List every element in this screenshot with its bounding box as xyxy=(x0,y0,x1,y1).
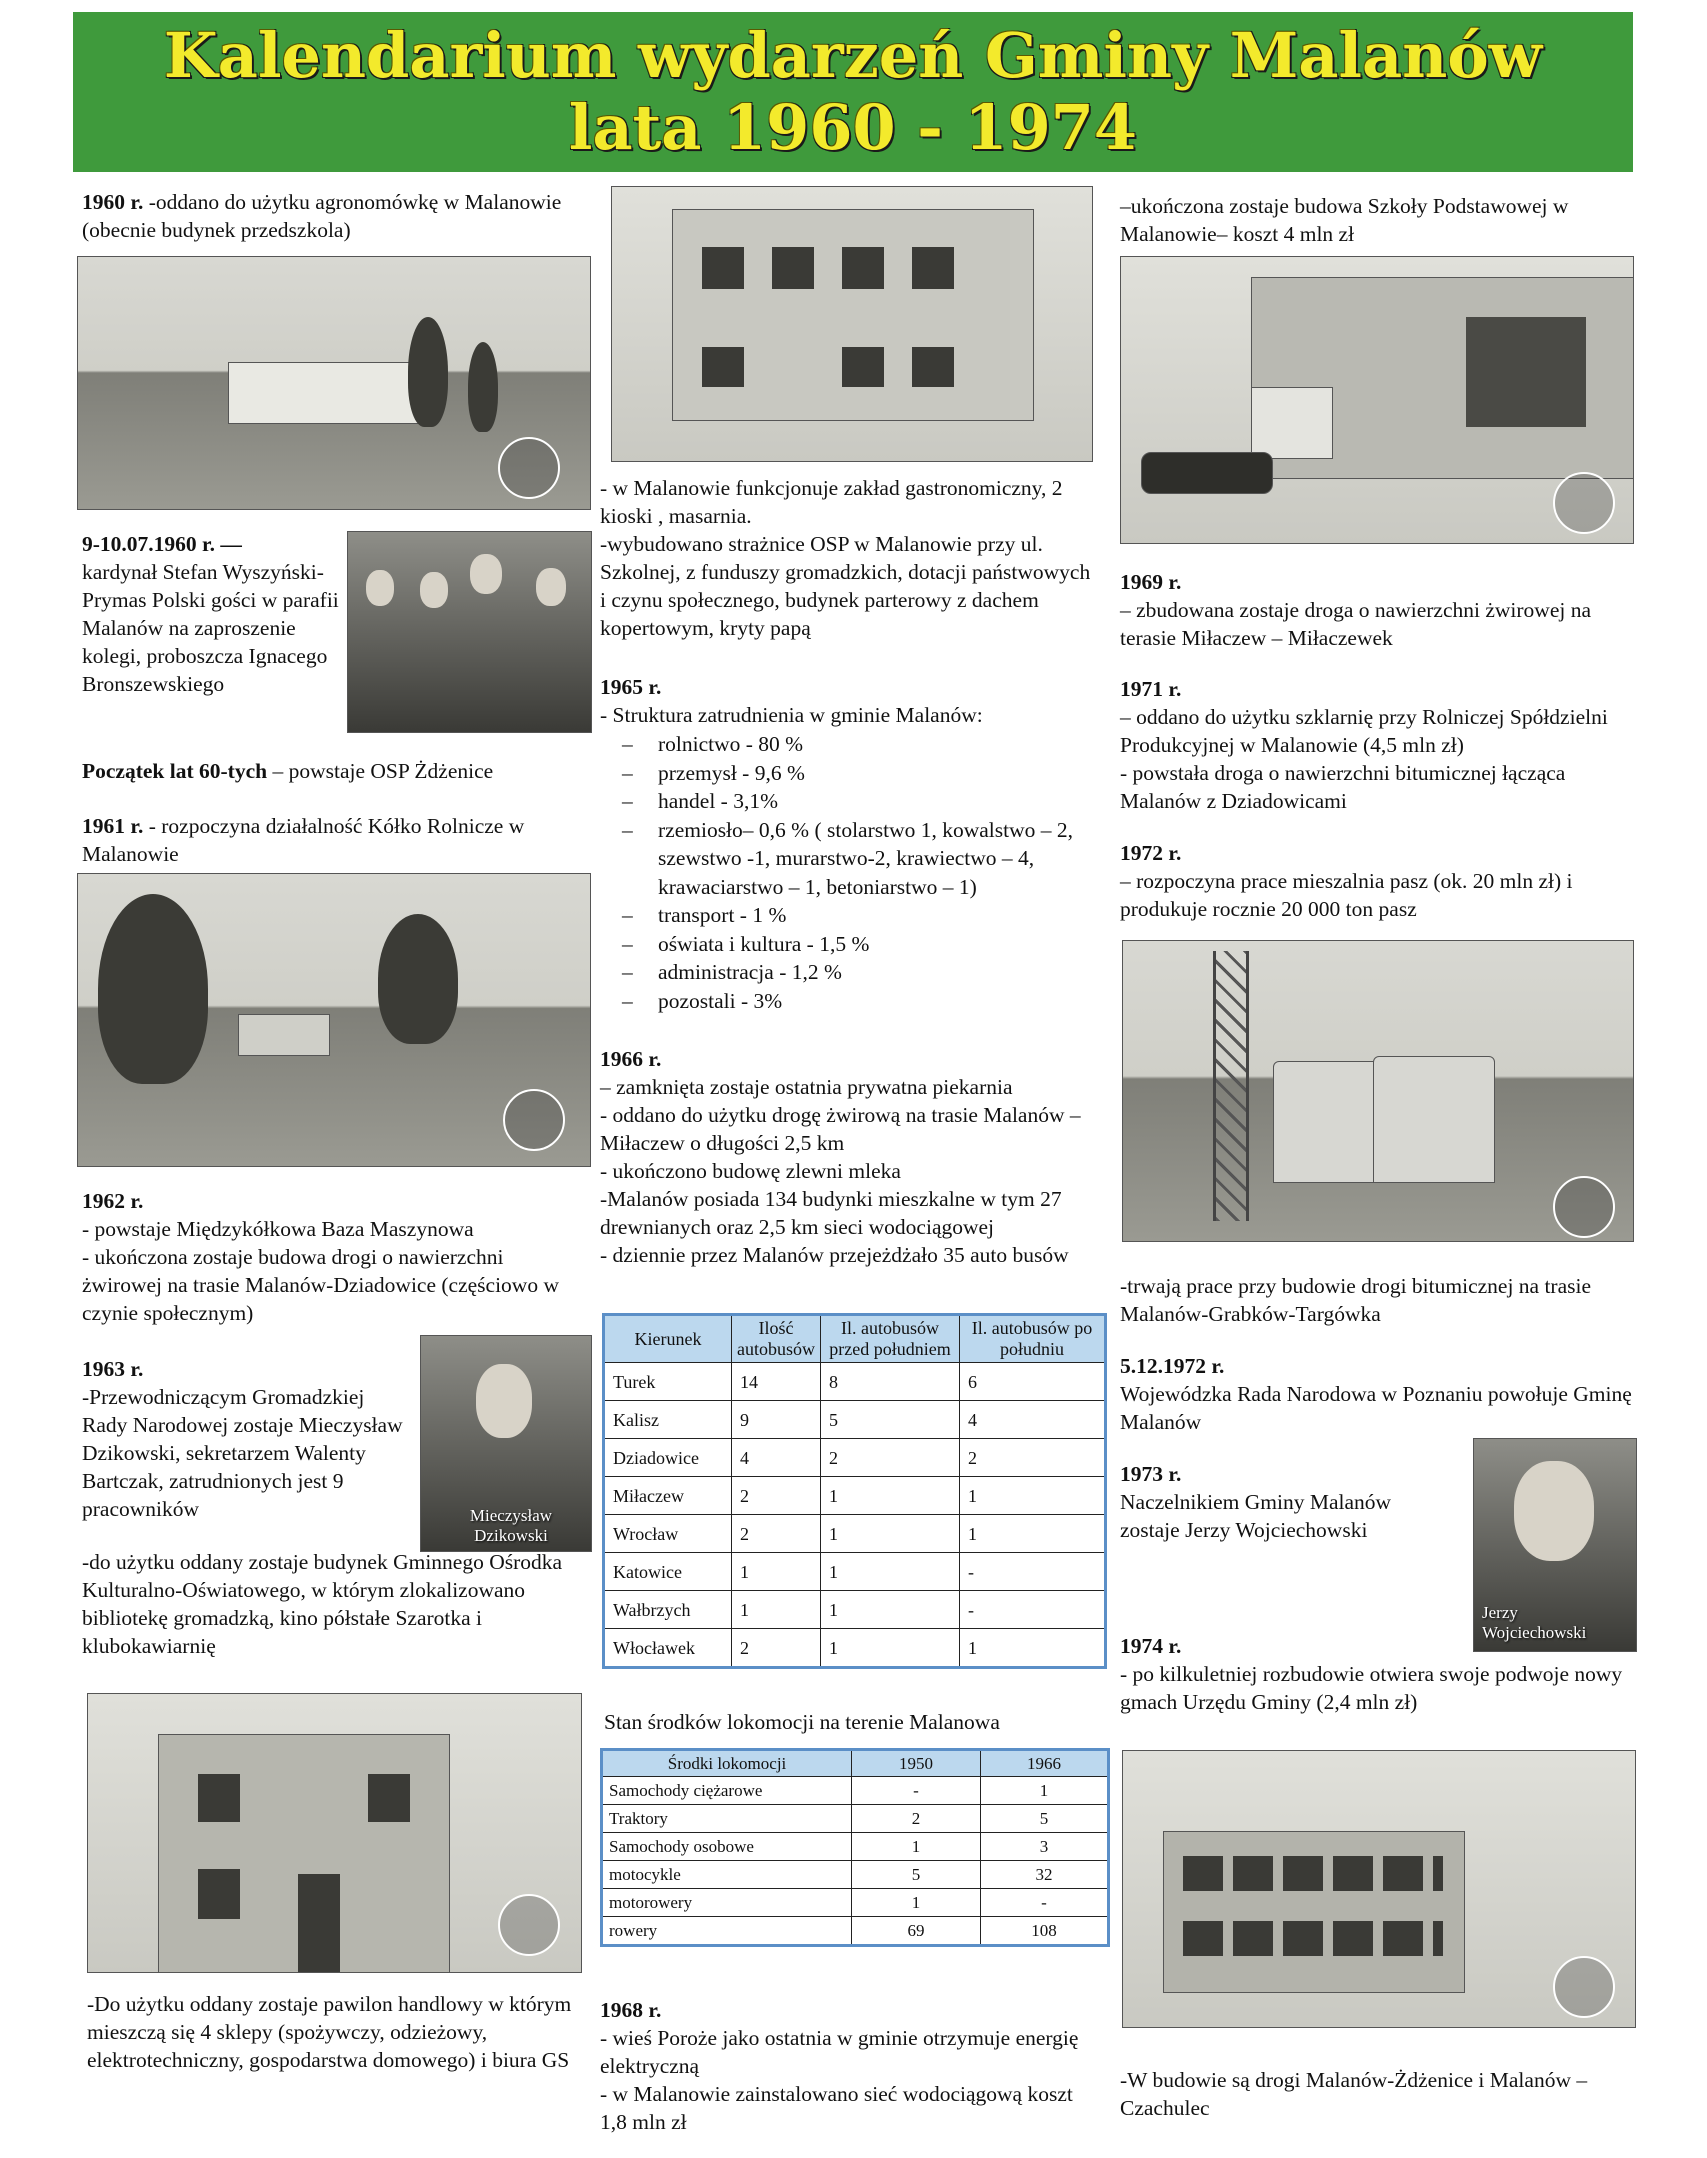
table-cell: Katowice xyxy=(604,1553,732,1591)
list-item: – administracja - 1,2 % xyxy=(622,960,842,984)
table-cell: 3 xyxy=(981,1833,1109,1861)
event-gastro-osp xyxy=(600,474,1100,642)
table-row xyxy=(604,1477,1106,1515)
event-1968 xyxy=(600,1996,1100,2136)
table-cell: Samochody osobowe xyxy=(602,1833,852,1861)
event-school xyxy=(1120,192,1640,248)
event-text: Wojewódzka Rada Narodowa w Poznaniu powołuje Gminę Malanów xyxy=(1120,1382,1632,1434)
table-cell: 9 xyxy=(732,1401,821,1439)
table-cell: 2 xyxy=(852,1805,981,1833)
event-text: kardynał Stefan Wyszyński-Prymas Polski gości w parafii Malanów na zaproszenie kolegi, proboszcza Ignacego Bronszewskiego xyxy=(82,560,339,696)
event-text: – powstaje OSP Żdżenice xyxy=(267,759,494,783)
event-text: –ukończona zostaje budowa Szkoły Podstawowej w Malanowie– koszt 4 mln zł xyxy=(1120,194,1569,246)
table-row xyxy=(602,1833,1109,1861)
archive-stamp-icon xyxy=(498,437,560,499)
event-text: – zbudowana zostaje droga o nawierzchni żwirowej na terasie Miłaczew – Miłaczewek xyxy=(1120,598,1592,650)
table-cell: 1 xyxy=(981,1777,1109,1805)
list-item: – pozostali - 3% xyxy=(622,988,783,1013)
table-row xyxy=(604,1591,1106,1629)
event-1966 xyxy=(600,1045,1100,1269)
table-cell: 1 xyxy=(960,1515,1106,1553)
table-cell: motorowery xyxy=(602,1889,852,1917)
title-banner xyxy=(73,12,1633,172)
event-text: - wieś Poroże jako ostatnia w gminie otrzymuje energię elektryczną - w Malanowie zainstalowano sieć wodociągową koszt 1,8 mln zł xyxy=(600,2026,1079,2134)
year-label: 1974 r. xyxy=(1120,1634,1182,1658)
archive-stamp-icon xyxy=(1553,472,1615,534)
table-cell: 5 xyxy=(852,1861,981,1889)
table-cell: 5 xyxy=(981,1805,1109,1833)
column-header: Ilość autobusów xyxy=(732,1315,821,1363)
photo-wojciechowski xyxy=(1473,1438,1637,1652)
event-text: Naczelnikiem Gminy Malanów zostaje Jerzy Wojciechowski xyxy=(1120,1490,1392,1542)
event-text: -do użytku oddany zostaje budynek Gminnego Ośrodka Kulturalno-Oświatowego, w którym zlokalizowano bibliotekę gromadzką, kino półstałe Szarotka i klubokawiarnię xyxy=(82,1550,563,1658)
event-pawilon xyxy=(87,1990,587,2074)
archive-stamp-icon xyxy=(1553,1956,1615,2018)
year-label: 9-10.07.1960 r. — xyxy=(82,532,242,556)
event-text: -trwają prace przy budowie drogi bitumicznej na trasie Malanów-Grabków-Targówka xyxy=(1120,1274,1592,1326)
table-cell: rowery xyxy=(602,1917,852,1946)
page-title: Kalendarium wydarzeń Gminy Malanów xyxy=(163,19,1543,92)
column-header: Il. autobusów po południu xyxy=(960,1315,1106,1363)
event-1963-gok xyxy=(82,1548,587,1660)
table-cell: 1 xyxy=(821,1591,960,1629)
year-label: 1968 r. xyxy=(600,1998,662,2022)
list-item: – przemysł - 9,6 % xyxy=(622,760,805,785)
table-cell: 2 xyxy=(960,1439,1106,1477)
table-cell: Traktory xyxy=(602,1805,852,1833)
table-cell: 2 xyxy=(732,1477,821,1515)
photo-agronomowka xyxy=(77,256,591,510)
year-label: 1965 r. xyxy=(600,675,662,699)
year-label: 1971 r. xyxy=(1120,677,1182,701)
portrait-caption: Jerzy Wojciechowski xyxy=(1482,1603,1587,1642)
year-label: 5.12.1972 r. xyxy=(1120,1354,1225,1378)
table-cell: 1 xyxy=(960,1629,1106,1668)
table-row xyxy=(602,1917,1109,1946)
table-cell: 1 xyxy=(732,1591,821,1629)
event-1972-wrn xyxy=(1120,1352,1640,1436)
year-label: 1969 r. xyxy=(1120,570,1182,594)
photo-pawilon xyxy=(87,1693,582,1973)
event-text: – zamknięta zostaje ostatnia prywatna piekarnia - oddano do użytku drogę żwirową na trasie Malanów – Miłaczew o długości 2,5 km - ukończono budowę zlewni mleka -Malanów posiada 134 budynki mieszkalne w tym 27 drewnianych oraz 2,5 km sieci wodociągowej - dziennie przez Malanów przejeżdżało 35 auto busów xyxy=(600,1075,1081,1267)
page-subtitle: lata 1960 - 1974 xyxy=(568,91,1138,164)
table-row xyxy=(604,1439,1106,1477)
year-label: 1961 r. xyxy=(82,814,144,838)
event-1961 xyxy=(82,812,587,868)
transport-table xyxy=(600,1748,1110,1947)
table-cell: - xyxy=(852,1777,981,1805)
event-text: - Struktura zatrudnienia w gminie Malanów: xyxy=(600,703,983,727)
table-cell: - xyxy=(960,1591,1106,1629)
table-cell: Miłaczew xyxy=(604,1477,732,1515)
table-cell: 4 xyxy=(960,1401,1106,1439)
table-cell: 1 xyxy=(821,1629,960,1668)
portrait-caption: Mieczysław Dzikowski xyxy=(469,1506,553,1545)
year-label: 1962 r. xyxy=(82,1189,144,1213)
table-cell: Samochody ciężarowe xyxy=(602,1777,852,1805)
table-cell: Włocławek xyxy=(604,1629,732,1668)
event-text: -oddano do użytku agronomówkę w Malanowie (obecnie budynek przedszkola) xyxy=(82,190,562,242)
archive-stamp-icon xyxy=(498,1894,560,1956)
table-row xyxy=(602,1889,1109,1917)
year-label: 1966 r. xyxy=(600,1047,662,1071)
column-header: Il. autobusów przed południem xyxy=(821,1315,960,1363)
year-label: 1960 r. xyxy=(82,190,144,214)
list-item: – rolnictwo - 80 % xyxy=(622,732,804,756)
table-cell: Wałbrzych xyxy=(604,1591,732,1629)
list-item: – rzemiosło– 0,6 % ( stolarstwo 1, kowalstwo – 2, szewstwo -1, murarstwo-2, krawiectwo – 4, krawaciarstwo – 1, betoniarstwo – 1) xyxy=(622,817,1074,899)
event-1969 xyxy=(1120,568,1640,652)
event-text: – rozpoczyna prace mieszalnia pasz (ok. 20 mln zł) i produkuje rocznie 20 000 ton pasz xyxy=(1120,869,1573,921)
event-1963 xyxy=(82,1355,414,1523)
table-row xyxy=(604,1363,1106,1401)
event-1974 xyxy=(1120,1632,1640,1716)
year-label: Początek lat 60-tych xyxy=(82,759,268,783)
table-cell: 8 xyxy=(821,1363,960,1401)
event-text: - w Malanowie funkcjonuje zakład gastronomiczny, 2 kioski , masarnia. -wybudowano strażnice OSP w Malanowie przy ul. Szkolnej, z funduszy gromadzkich, dotacji państwowych i czynu społecznego, budynek parterowy z dachem kopertowym, kryty papą xyxy=(600,476,1091,640)
photo-clergy-group xyxy=(347,531,592,733)
table-cell: motocykle xyxy=(602,1861,852,1889)
event-text: - powstaje Międzykółkowa Baza Maszynowa - ukończona zostaje budowa drogi o nawierzchni żwirowej na trasie Malanów-Dziadowice (częściowo w czynie społecznym) xyxy=(82,1217,559,1325)
table-cell: Turek xyxy=(604,1363,732,1401)
event-1962 xyxy=(82,1187,587,1327)
event-1972 xyxy=(1120,839,1640,923)
event-text: -Przewodniczącym Gromadzkiej Rady Narodowej zostaje Mieczysław Dzikowski, sekretarzem Walenty Bartczak, zatrudnionych jest 9 pracowników xyxy=(82,1385,403,1521)
event-text: -Do użytku oddany zostaje pawilon handlowy w którym mieszczą się 4 sklepy (spożywczy, odzieżowy, elektrotechniczny, gospodarstwa domowego) i biura GS xyxy=(87,1992,572,2072)
table-cell: 2 xyxy=(821,1439,960,1477)
table-cell: Dziadowice xyxy=(604,1439,732,1477)
table-row xyxy=(604,1553,1106,1591)
list-item: – oświata i kultura - 1,5 % xyxy=(622,931,870,956)
table-row xyxy=(602,1861,1109,1889)
photo-urzad-gminy xyxy=(1122,1750,1636,2028)
column-header: 1966 xyxy=(981,1750,1109,1777)
archive-stamp-icon xyxy=(1553,1176,1615,1238)
table-cell: 32 xyxy=(981,1861,1109,1889)
event-text: - po kilkuletniej rozbudowie otwiera swoje podwoje nowy gmach Urzędu Gminy (2,4 mln zł) xyxy=(1120,1662,1623,1714)
list-item: – transport - 1 % xyxy=(622,903,787,927)
table-cell: - xyxy=(981,1889,1109,1917)
table-cell: 69 xyxy=(852,1917,981,1946)
event-bitum xyxy=(1120,1272,1640,1328)
table-header-row xyxy=(604,1315,1106,1363)
photo-dzikowski xyxy=(420,1335,592,1552)
event-1960-cardinal xyxy=(82,530,342,698)
table-cell: - xyxy=(960,1553,1106,1591)
table-cell: 1 xyxy=(821,1553,960,1591)
table-row xyxy=(604,1401,1106,1439)
photo-gastronomia xyxy=(611,186,1093,462)
table-cell: 6 xyxy=(960,1363,1106,1401)
table-cell: 14 xyxy=(732,1363,821,1401)
event-text: – oddano do użytku szklarnię przy Rolniczej Spółdzielni Produkcyjnej w Malanowie (4,5 mln zł) - powstała droga o nawierzchni bitumicznej łącząca Malanów z Dziadowicami xyxy=(1120,705,1608,813)
table-cell: 2 xyxy=(732,1629,821,1668)
photo-kolko-rolnicze xyxy=(77,873,591,1167)
transport-title: Stan środków lokomocji na terenie Malanowa xyxy=(604,1710,1000,1734)
column-header: Środki lokomocji xyxy=(602,1750,852,1777)
photo-mieszalnia xyxy=(1122,940,1634,1242)
event-1960 xyxy=(82,188,587,244)
table-row xyxy=(602,1805,1109,1833)
table-cell: 1 xyxy=(852,1833,981,1861)
table-cell: 4 xyxy=(732,1439,821,1477)
table-row xyxy=(604,1629,1106,1668)
table-cell: 1 xyxy=(852,1889,981,1917)
photo-school xyxy=(1120,256,1634,544)
table-cell: 1 xyxy=(821,1477,960,1515)
year-label: 1972 r. xyxy=(1120,841,1182,865)
event-text: -W budowie są drogi Malanów-Żdżenice i Malanów – Czachulec xyxy=(1120,2068,1588,2120)
table-cell: 1 xyxy=(732,1553,821,1591)
event-60s xyxy=(82,757,602,785)
table-row xyxy=(604,1515,1106,1553)
table-cell: 1 xyxy=(960,1477,1106,1515)
year-label: 1963 r. xyxy=(82,1357,144,1381)
table-cell: 108 xyxy=(981,1917,1109,1946)
table-cell: 2 xyxy=(732,1515,821,1553)
year-label: 1973 r. xyxy=(1120,1462,1182,1486)
event-1965 xyxy=(600,673,1100,729)
column-header: 1950 xyxy=(852,1750,981,1777)
list-item: – handel - 3,1% xyxy=(622,789,779,813)
column-header: Kierunek xyxy=(604,1315,732,1363)
event-roads xyxy=(1120,2066,1640,2122)
table-row xyxy=(602,1777,1109,1805)
employment-list xyxy=(622,730,1102,1015)
table-header-row xyxy=(602,1750,1109,1777)
bus-table xyxy=(602,1313,1107,1669)
event-text: - rozpoczyna działalność Kółko Rolnicze w Malanowie xyxy=(82,814,525,866)
table-cell: 5 xyxy=(821,1401,960,1439)
archive-stamp-icon xyxy=(503,1089,565,1151)
event-1973 xyxy=(1120,1460,1450,1544)
table-cell: Kalisz xyxy=(604,1401,732,1439)
table-cell: Wrocław xyxy=(604,1515,732,1553)
table-cell: 1 xyxy=(821,1515,960,1553)
event-1971 xyxy=(1120,675,1640,815)
